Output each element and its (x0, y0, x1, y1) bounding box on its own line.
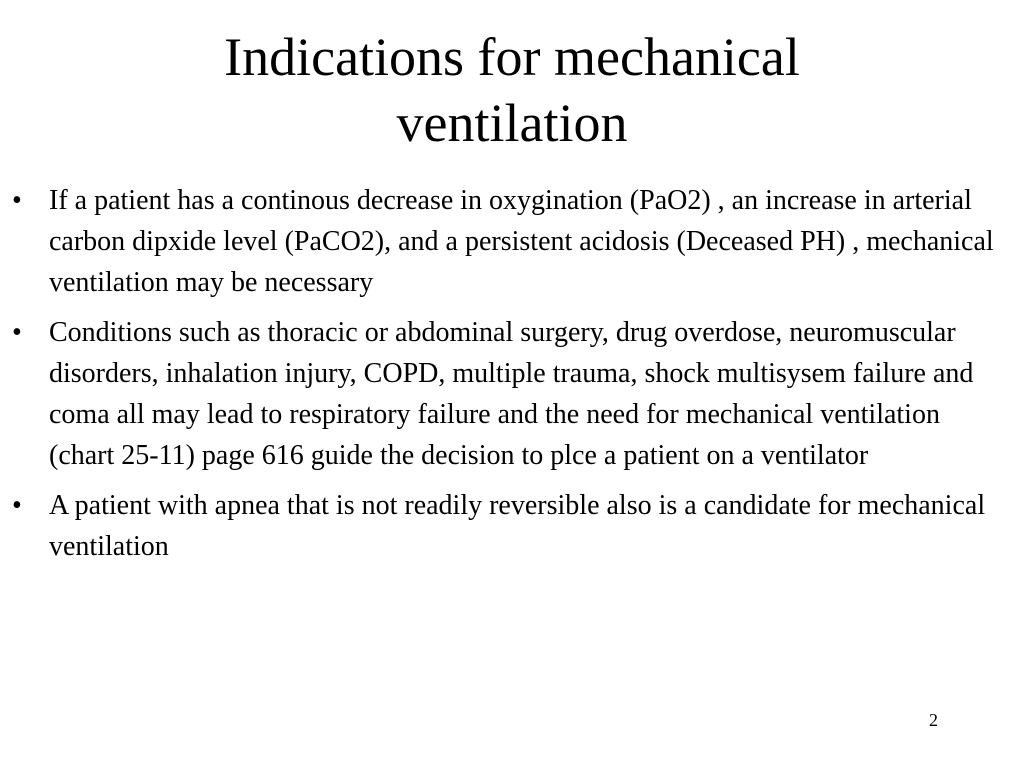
bullet-item-1 (0, 180, 1000, 303)
bullet-text-2: Conditions such as thoracic or abdominal surgery, drug overdose, neuromuscular disorders, inhalation injury, COPD, multiple trauma, shock multisysem failure and coma all may lead to respiratory failure and the need for mechanical ventilation (chart 25-11) page 616 guide the decision to plce a patient on a ventilator (49, 317, 974, 471)
bullet-item-2 (0, 312, 1000, 476)
bullet-text-1: If a patient has a continous decrease in oxygination (PaO2) , an increase in arterial carbon dipxide level (PaCO2), and a persistent acidosis (Deceased PH) , mechanical ventilation may be necessary (49, 185, 994, 298)
bullet-icon: • (12, 185, 22, 216)
slide-title-line-1: Indications for mechanical (224, 27, 800, 87)
page-number: 2 (929, 710, 938, 730)
bullet-item-3 (0, 485, 1000, 567)
bullet-icon: • (12, 317, 22, 348)
slide-title-line-2: ventilation (396, 93, 628, 153)
bullet-list (0, 180, 1000, 576)
bullet-icon: • (12, 490, 22, 521)
bullet-text-3: A patient with apnea that is not readily reversible also is a candidate for mechanical ventilation (49, 490, 986, 562)
slide-title (60, 24, 964, 156)
